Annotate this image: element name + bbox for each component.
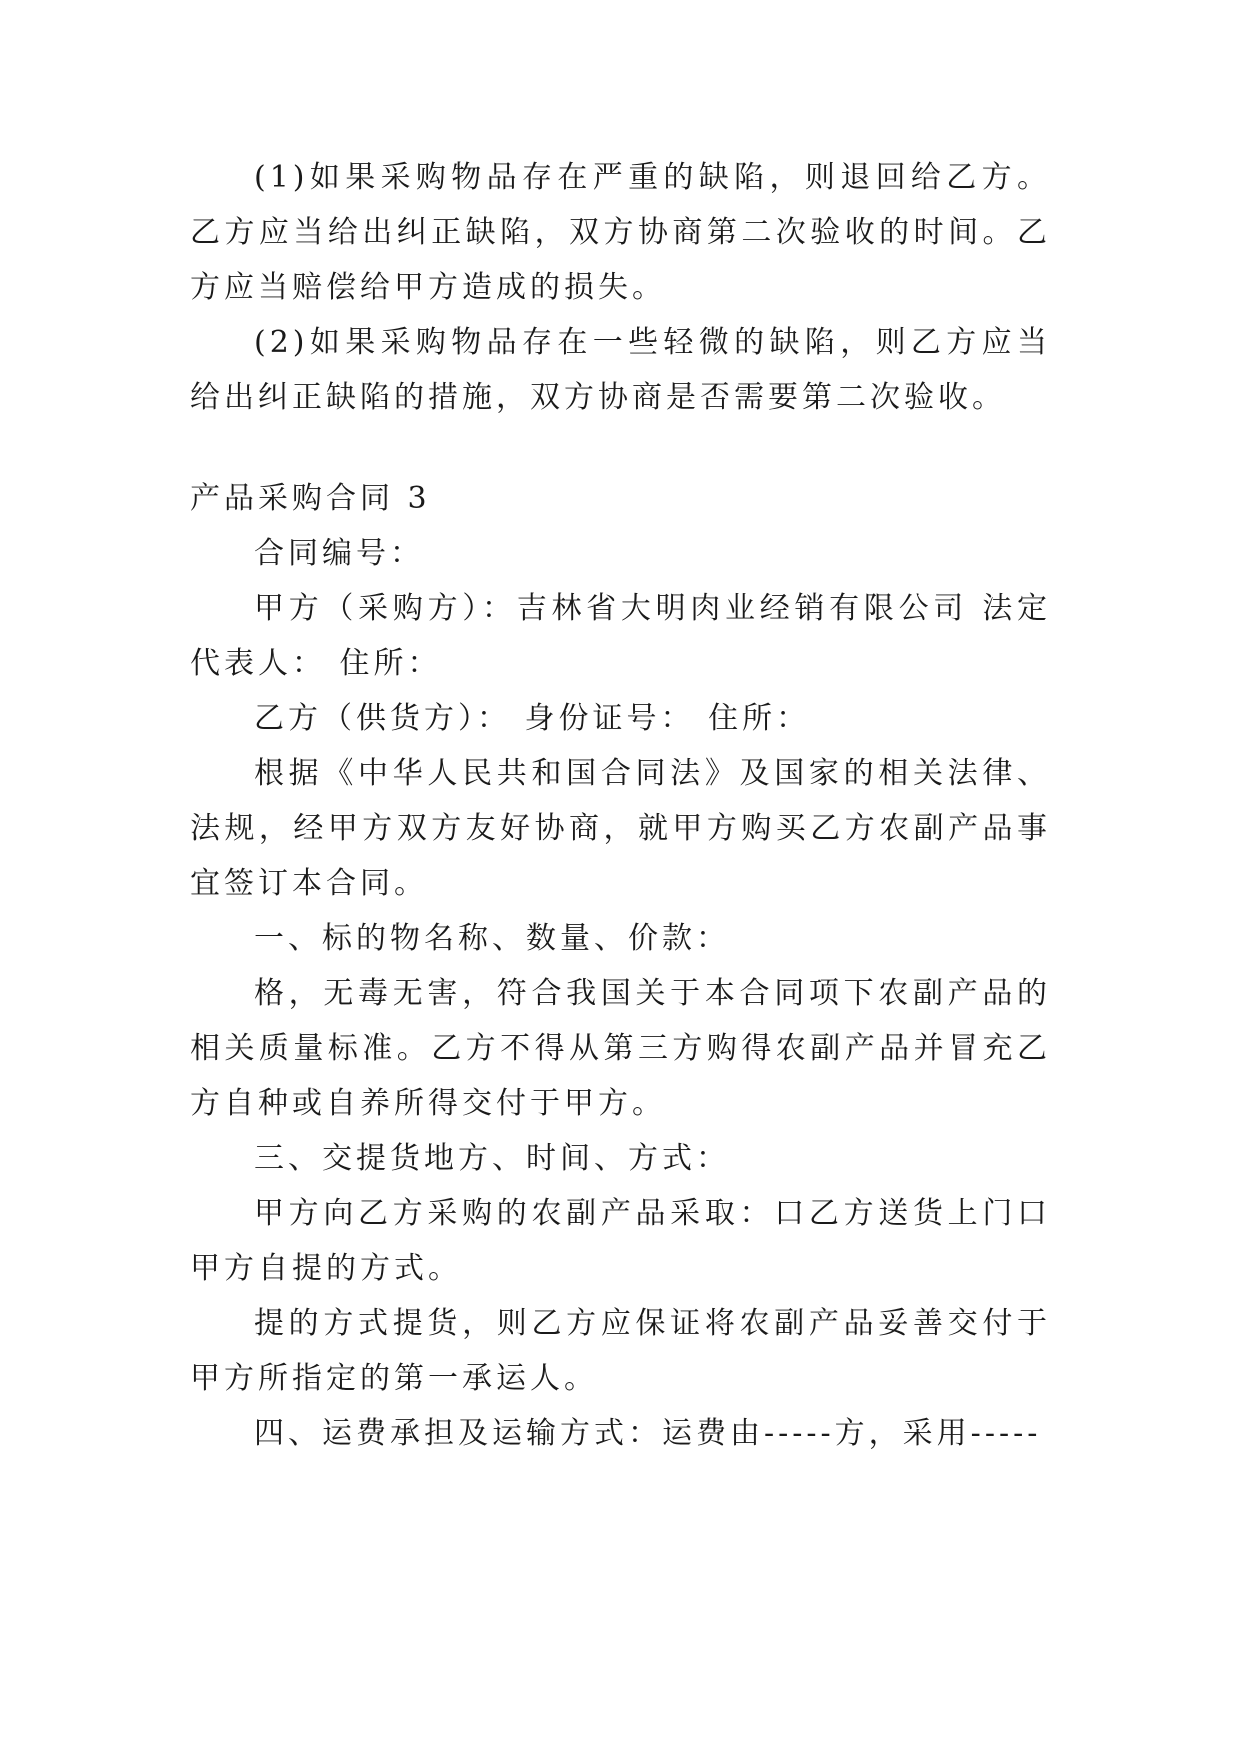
heading-freight: 四、运费承担及运输方式：运费由-----方，采用----- (254, 1416, 1042, 1451)
heading-delivery: 三、交提货地方、时间、方式： (254, 1141, 730, 1176)
contract-number: 合同编号： (254, 536, 424, 571)
preamble: 根据《中华人民共和国合同法》及国家的相关法律、法规，经甲方双方友好协商，就甲方购买乙方农副产品事宜签订本合同。 (190, 756, 1051, 901)
clause-defect-minor: (2)如果采购物品存在一些轻微的缺陷，则乙方应当给出纠正缺陷的措施，双方协商是否需要第二次验收。 (190, 325, 1051, 415)
section-title: 产品采购合同 3 (190, 481, 431, 516)
heading-subject-matter: 一、标的物名称、数量、价款： (254, 921, 730, 956)
delivery-method: 甲方向乙方采购的农副产品采取：口乙方送货上门口甲方自提的方式。 (190, 1196, 1051, 1286)
party-b: 乙方（供货方）： 身份证号： 住所： (254, 701, 811, 736)
document-page (190, 150, 1051, 1461)
party-a: 甲方（采购方）：吉林省大明肉业经销有限公司 法定代表人： 住所： (190, 591, 1051, 681)
carrier-clause: 提的方式提货，则乙方应保证将农副产品妥善交付于甲方所指定的第一承运人。 (190, 1306, 1051, 1396)
clause-defect-serious: (1)如果采购物品存在严重的缺陷，则退回给乙方。乙方应当给出纠正缺陷，双方协商第二次验收的时间。乙方应当赔偿给甲方造成的损失。 (190, 160, 1051, 305)
quality-clause: 格，无毒无害，符合我国关于本合同项下农副产品的相关质量标准。乙方不得从第三方购得农副产品并冒充乙方自种或自养所得交付于甲方。 (190, 976, 1051, 1121)
